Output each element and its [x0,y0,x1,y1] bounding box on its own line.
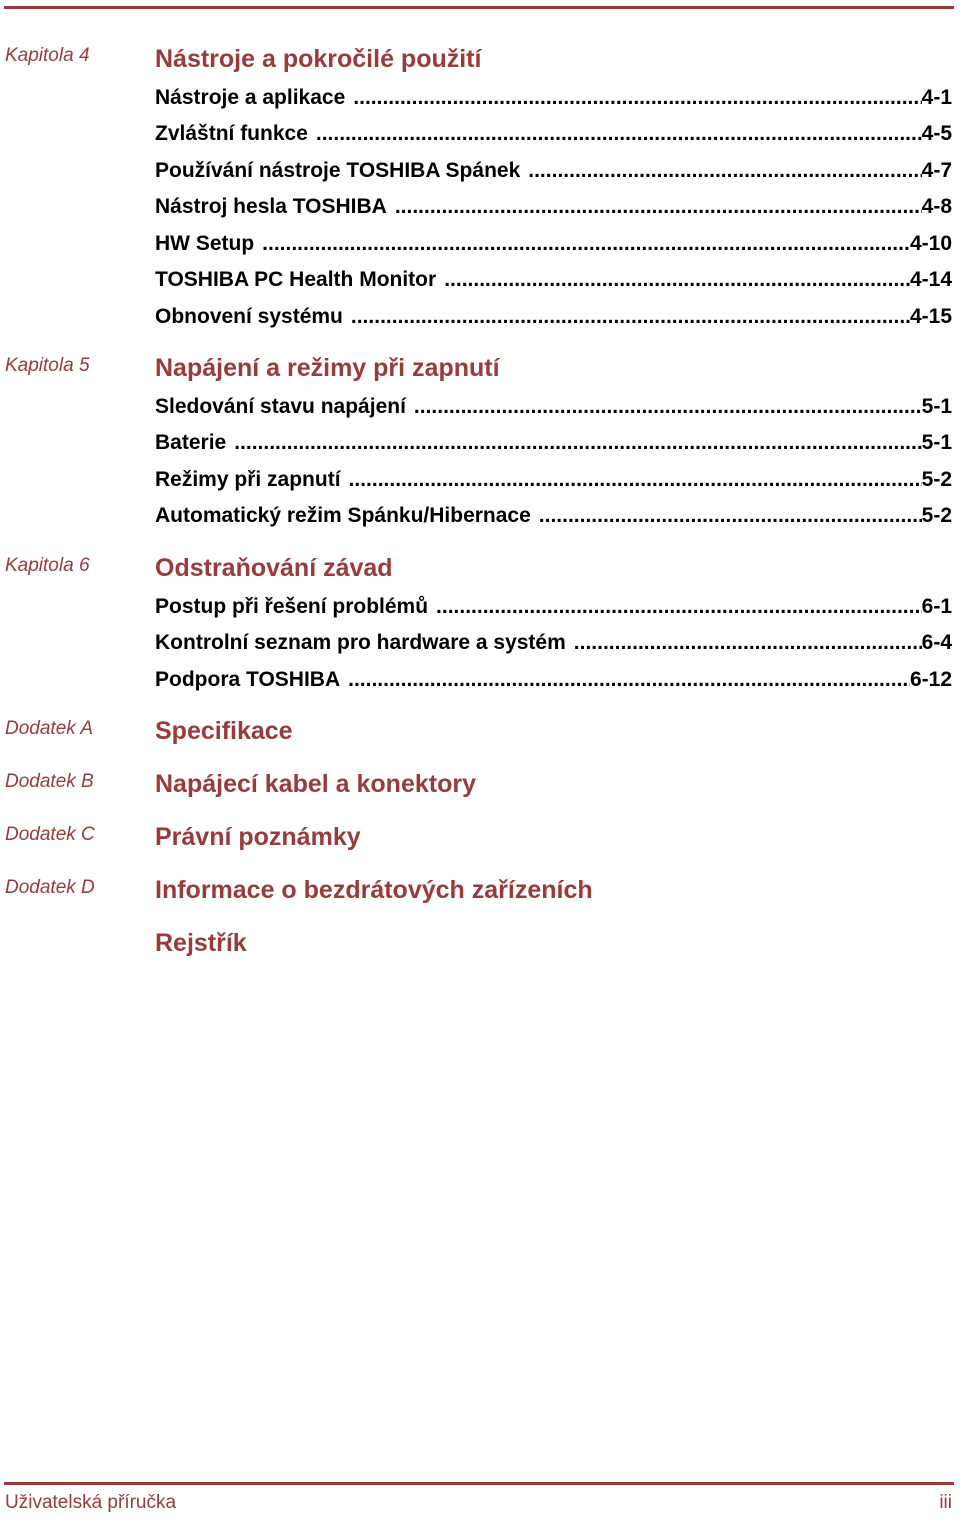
toc-entry[interactable] [155,232,952,256]
toc-entry[interactable] [155,668,952,692]
leader-dots [349,468,922,492]
entry-label: Baterie [155,431,227,454]
leader-dots [539,504,922,528]
entry-label: Obnovení systému [155,305,343,328]
appendix-d-title[interactable]: Informace o bezdrátových zařízeních [155,876,593,904]
appendix-a-title[interactable]: Specifikace [155,717,293,745]
leader-dots [436,595,922,619]
toc-entry[interactable] [155,159,952,183]
chapter-6-label: Kapitola 6 [5,555,90,576]
entry-page: 5-1 [921,395,952,418]
toc-entry[interactable] [155,504,952,528]
entry-label: Postup při řešení problémů [155,595,429,618]
entry-page: 4-5 [921,122,952,145]
chapter-5-title[interactable]: Napájení a režimy při zapnutí [155,354,500,382]
chapter-6-title[interactable]: Odstraňování závad [155,554,393,582]
toc-entry[interactable] [155,195,952,219]
entry-label: Kontrolní seznam pro hardware a systém [155,631,566,654]
entry-page: 5-2 [921,468,952,491]
leader-dots [348,668,910,692]
leader-dots [351,305,910,329]
entry-page: 5-2 [921,504,952,527]
entry-page: 4-1 [921,86,952,109]
leader-dots [395,195,922,219]
appendix-b-label: Dodatek B [5,771,94,792]
chapter-4-label: Kapitola 4 [5,45,90,66]
toc-entry[interactable] [155,305,952,329]
entry-label: Nástroje a aplikace [155,86,346,109]
entry-label: Nástroj hesla TOSHIBA [155,195,387,218]
entry-page: 6-1 [921,595,952,618]
toc-entry[interactable] [155,122,952,146]
toc-entry[interactable] [155,631,952,655]
entry-page: 4-7 [921,159,952,182]
appendix-a-label: Dodatek A [5,718,94,739]
entry-label: Automatický režim Spánku/Hibernace [155,504,531,527]
leader-dots [528,159,921,183]
leader-dots [414,395,922,419]
appendix-b-title[interactable]: Napájecí kabel a konektory [155,770,476,798]
toc-entry[interactable] [155,431,952,455]
toc-entry[interactable] [155,595,952,619]
entry-label: HW Setup [155,232,255,255]
appendix-c-title[interactable]: Právní poznámky [155,823,361,851]
chapter-5-label: Kapitola 5 [5,355,90,376]
entry-label: Podpora TOSHIBA [155,668,341,691]
toc-entry[interactable] [155,395,952,419]
entry-label: TOSHIBA PC Health Monitor [155,268,437,291]
toc-entry[interactable] [155,468,952,492]
footer-page-number: iii [939,1492,952,1513]
leader-dots [262,232,910,256]
appendix-c-label: Dodatek C [5,824,95,845]
leader-dots [234,431,921,455]
toc-entry[interactable] [155,268,952,292]
leader-dots [316,122,922,146]
entry-label: Sledování stavu napájení [155,395,406,418]
bottom-rule [4,1482,954,1485]
top-rule [4,6,954,9]
entry-page: 4-15 [909,305,952,328]
entry-page: 4-10 [909,232,952,255]
chapter-4-title[interactable]: Nástroje a pokročilé použití [155,45,482,73]
footer-manual-name: Uživatelská příručka [5,1492,177,1513]
leader-dots [444,268,910,292]
appendix-d-label: Dodatek D [5,877,95,898]
entry-page: 4-14 [909,268,952,291]
index-title[interactable]: Rejstřík [155,929,247,957]
entry-label: Používání nástroje TOSHIBA Spánek [155,159,521,182]
entry-label: Zvláštní funkce [155,122,308,145]
entry-page: 6-12 [909,668,952,691]
entry-page: 4-8 [921,195,952,218]
entry-label: Režimy při zapnutí [155,468,341,491]
toc-entry[interactable] [155,86,952,110]
leader-dots [574,631,922,655]
leader-dots [353,86,921,110]
entry-page: 5-1 [921,431,952,454]
entry-page: 6-4 [921,631,952,654]
